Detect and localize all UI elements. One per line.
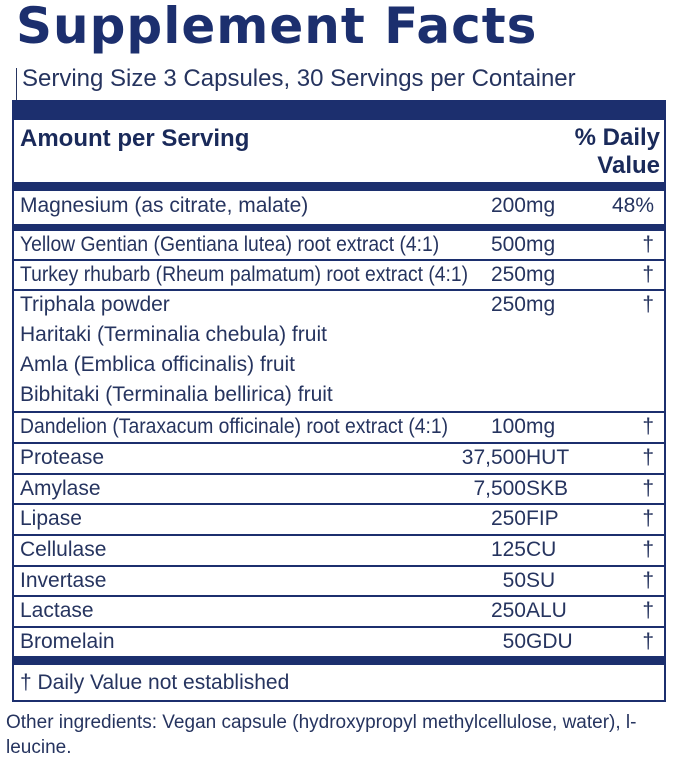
- enzyme-dv: †: [642, 446, 654, 469]
- enzyme-qty: 250: [490, 599, 526, 622]
- row-divider: [12, 534, 666, 536]
- nutrient-dv: 48%: [611, 194, 654, 217]
- enzyme-qty: 250: [490, 507, 526, 530]
- daily-value-header: [540, 124, 660, 180]
- ingredient-dv: †: [642, 263, 654, 286]
- ingredient-sub-name: Bibhitaki (Terminalia bellirica) fruit: [20, 383, 333, 406]
- panel-border-bottom: [12, 700, 666, 702]
- row-divider: [12, 595, 666, 597]
- ingredient-unit: mg: [526, 293, 556, 316]
- enzyme-dv: †: [642, 569, 654, 592]
- ingredient-unit: mg: [526, 233, 556, 256]
- row-divider: [12, 411, 666, 413]
- thick-divider-mid: [12, 224, 666, 231]
- enzyme-dv: †: [642, 477, 654, 500]
- nutrient-name: Magnesium (as citrate, malate): [20, 194, 309, 217]
- ingredient-unit: mg: [526, 263, 556, 286]
- enzyme-qty: 50: [502, 569, 526, 592]
- panel-border-right: [664, 100, 666, 702]
- row-divider: [12, 473, 666, 475]
- amount-per-serving-header: Amount per Serving: [20, 125, 250, 152]
- ingredient-sub-name: Haritaki (Terminalia chebula) fruit: [20, 323, 327, 346]
- row-divider: [12, 259, 666, 261]
- enzyme-name: Bromelain: [20, 630, 115, 653]
- row-divider: [12, 626, 666, 628]
- ingredient-unit: mg: [526, 415, 556, 438]
- ingredient-name: Yellow Gentian (Gentiana lutea) root extract (4:1): [20, 233, 440, 256]
- ingredient-name: Triphala powder: [20, 293, 170, 316]
- enzyme-dv: †: [642, 599, 654, 622]
- ingredient-dv: †: [642, 233, 654, 256]
- enzyme-dv: †: [642, 507, 654, 530]
- row-divider: [12, 442, 666, 444]
- text-cursor: [16, 68, 17, 102]
- enzyme-name: Lipase: [20, 507, 82, 530]
- ingredient-dv: †: [642, 293, 654, 316]
- thick-divider-top: [12, 100, 666, 120]
- enzyme-unit: FIP: [526, 507, 559, 530]
- enzyme-name: Cellulase: [20, 538, 107, 561]
- ingredient-name: Dandelion (Taraxacum officinale) root extract (4:1): [20, 415, 449, 438]
- nutrient-unit: mg: [526, 194, 556, 217]
- ingredient-sub-name: Amla (Emblica officinalis) fruit: [20, 353, 296, 376]
- ingredient-dv: †: [642, 415, 654, 438]
- enzyme-name: Invertase: [20, 569, 107, 592]
- enzyme-name: Amylase: [20, 477, 101, 500]
- row-divider: [12, 565, 666, 567]
- panel-border-left: [12, 100, 14, 702]
- enzyme-qty: 125: [490, 538, 526, 561]
- enzyme-unit: GDU: [526, 630, 573, 653]
- enzyme-unit: HUT: [526, 446, 570, 469]
- enzyme-qty: 7,500: [473, 477, 526, 500]
- ingredient-qty: 250: [490, 263, 526, 286]
- enzyme-qty: 50: [502, 630, 526, 653]
- enzyme-qty: 37,500: [461, 446, 526, 469]
- other-ingredients: Other ingredients: Vegan capsule (hydroxypropyl methylcellulose, water), l-leucine.: [6, 712, 637, 758]
- daily-value-footnote: † Daily Value not established: [20, 671, 290, 694]
- ingredient-qty: 250: [490, 293, 526, 316]
- thick-divider-bottom: [12, 656, 666, 665]
- ingredient-qty: 100: [490, 415, 526, 438]
- enzyme-name: Lactase: [20, 599, 94, 622]
- enzyme-unit: SKB: [526, 477, 569, 500]
- panel-title: Supplement Facts: [16, 0, 538, 55]
- daily-value-header-line1: % Daily: [574, 124, 660, 151]
- serving-size: Serving Size 3 Capsules, 30 Servings per Container: [22, 65, 576, 92]
- daily-value-header-line2: Value: [597, 152, 660, 179]
- enzyme-dv: †: [642, 538, 654, 561]
- ingredient-name: Turkey rhubarb (Rheum palmatum) root extract (4:1): [20, 263, 469, 286]
- nutrient-qty: 200: [490, 194, 526, 217]
- supplement-facts-panel: [12, 0, 666, 702]
- enzyme-unit: SU: [526, 569, 556, 592]
- enzyme-dv: †: [642, 630, 654, 653]
- enzyme-unit: ALU: [526, 599, 567, 622]
- ingredient-qty: 500: [490, 233, 526, 256]
- enzyme-unit: CU: [526, 538, 557, 561]
- row-divider: [12, 503, 666, 505]
- row-divider: [12, 289, 666, 291]
- thick-divider-header: [12, 182, 666, 191]
- enzyme-name: Protease: [20, 446, 105, 469]
